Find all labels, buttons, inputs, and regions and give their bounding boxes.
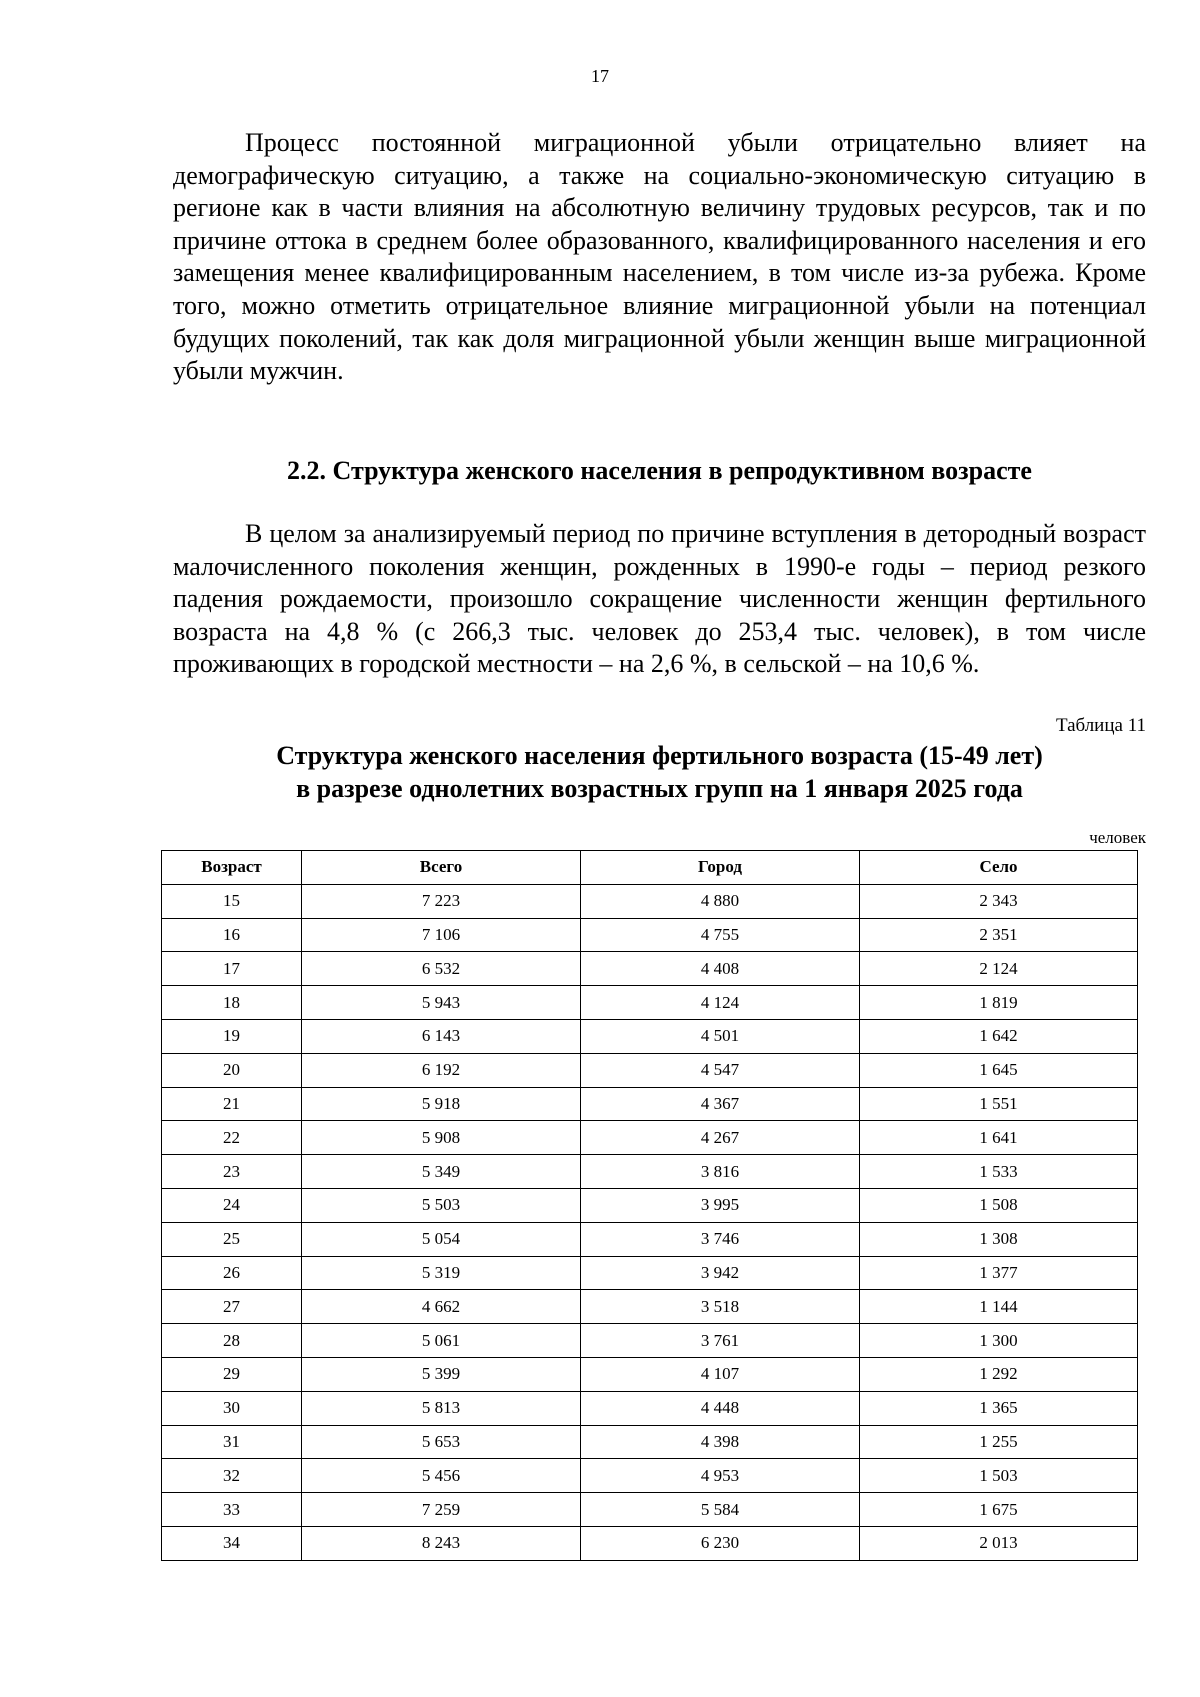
table-row <box>162 1391 1138 1425</box>
table-row <box>162 1526 1138 1560</box>
table-row <box>162 1019 1138 1053</box>
cell-urban: 4 448 <box>581 1391 860 1425</box>
table-title-line-2: в разрезе однолетних возрастных групп на 1 января 2025 года <box>296 774 1023 803</box>
intro-paragraph: Процесс постоянной миграционной убыли отрицательно влияет на демографическую ситуацию, а также на социально-экономическую ситуацию в регионе как в части влияния на абсолютную величину трудовых ресурсов, так и по причине оттока в среднем более образованного, квалифицированного населения и его замещения менее квалифицированным населением, в том числе из-за рубежа. Кроме того, можно отметить отрицательное влияние миграционной убыли на потенциал будущих поколений, так как доля миграционной убыли женщин выше миграционной убыли мужчин. <box>173 128 1146 386</box>
table-row <box>162 1222 1138 1256</box>
header-total: Всего <box>302 851 581 885</box>
cell-total: 4 662 <box>302 1290 581 1324</box>
section-paragraph: В целом за анализируемый период по причине вступления в детородный возраст малочисленного поколения женщин, рожденных в 1990-е годы – период резкого падения рождаемости, произошло сокращение численности женщин фертильного возраста на 4,8 % (с 266,3 тыс. человек до 253,4 тыс. человек), в том числе проживающих в городской местности – на 2,6 %, в сельской – на 10,6 %. <box>173 519 1146 679</box>
cell-rural: 1 300 <box>860 1324 1138 1358</box>
cell-total: 7 259 <box>302 1493 581 1527</box>
table-label: Таблица 11 <box>1055 715 1146 736</box>
header-urban: Город <box>581 851 860 885</box>
cell-age: 17 <box>162 952 302 986</box>
cell-rural: 1 308 <box>860 1222 1138 1256</box>
cell-total: 5 456 <box>302 1459 581 1493</box>
cell-rural: 2 343 <box>860 884 1138 918</box>
cell-age: 31 <box>162 1425 302 1459</box>
cell-total: 5 503 <box>302 1188 581 1222</box>
cell-age: 24 <box>162 1188 302 1222</box>
table-units: человек <box>1089 828 1146 847</box>
cell-rural: 1 645 <box>860 1053 1138 1087</box>
cell-age: 25 <box>162 1222 302 1256</box>
table-row <box>162 1256 1138 1290</box>
cell-rural: 1 551 <box>860 1087 1138 1121</box>
cell-urban: 4 367 <box>581 1087 860 1121</box>
age-structure-table <box>161 850 1138 1561</box>
cell-total: 5 399 <box>302 1357 581 1391</box>
cell-urban: 6 230 <box>581 1526 860 1560</box>
cell-rural: 1 365 <box>860 1391 1138 1425</box>
table-row <box>162 1155 1138 1189</box>
cell-age: 33 <box>162 1493 302 1527</box>
cell-urban: 4 501 <box>581 1019 860 1053</box>
cell-total: 5 349 <box>302 1155 581 1189</box>
section-paragraph-block <box>173 518 1146 681</box>
table-row <box>162 1357 1138 1391</box>
cell-age: 16 <box>162 918 302 952</box>
table-row <box>162 952 1138 986</box>
cell-age: 29 <box>162 1357 302 1391</box>
cell-age: 23 <box>162 1155 302 1189</box>
cell-urban: 4 547 <box>581 1053 860 1087</box>
table-row <box>162 1087 1138 1121</box>
table-row <box>162 1425 1138 1459</box>
cell-urban: 4 267 <box>581 1121 860 1155</box>
table-title-line-1: Структура женского населения фертильного возраста (15-49 лет) <box>276 741 1043 770</box>
table-row <box>162 884 1138 918</box>
cell-age: 18 <box>162 986 302 1020</box>
table-row <box>162 986 1138 1020</box>
cell-rural: 1 377 <box>860 1256 1138 1290</box>
page-number: 17 <box>591 66 609 86</box>
cell-rural: 1 255 <box>860 1425 1138 1459</box>
cell-total: 5 908 <box>302 1121 581 1155</box>
table-title <box>173 739 1146 805</box>
cell-urban: 4 953 <box>581 1459 860 1493</box>
table-body <box>162 884 1138 1560</box>
cell-age: 27 <box>162 1290 302 1324</box>
cell-age: 30 <box>162 1391 302 1425</box>
table-row <box>162 1493 1138 1527</box>
cell-total: 5 813 <box>302 1391 581 1425</box>
cell-urban: 3 761 <box>581 1324 860 1358</box>
cell-total: 5 918 <box>302 1087 581 1121</box>
cell-total: 7 223 <box>302 884 581 918</box>
cell-age: 19 <box>162 1019 302 1053</box>
cell-total: 8 243 <box>302 1526 581 1560</box>
cell-total: 7 106 <box>302 918 581 952</box>
cell-total: 5 653 <box>302 1425 581 1459</box>
cell-rural: 1 675 <box>860 1493 1138 1527</box>
cell-total: 6 532 <box>302 952 581 986</box>
cell-rural: 2 013 <box>860 1526 1138 1560</box>
cell-rural: 1 533 <box>860 1155 1138 1189</box>
cell-urban: 3 995 <box>581 1188 860 1222</box>
cell-urban: 4 124 <box>581 986 860 1020</box>
cell-age: 15 <box>162 884 302 918</box>
cell-urban: 4 107 <box>581 1357 860 1391</box>
cell-urban: 3 816 <box>581 1155 860 1189</box>
cell-rural: 1 508 <box>860 1188 1138 1222</box>
cell-total: 6 143 <box>302 1019 581 1053</box>
cell-age: 21 <box>162 1087 302 1121</box>
section-heading: 2.2. Структура женского населения в репродуктивном возрасте <box>287 456 1032 485</box>
cell-rural: 2 124 <box>860 952 1138 986</box>
cell-urban: 3 518 <box>581 1290 860 1324</box>
cell-urban: 3 942 <box>581 1256 860 1290</box>
table-row <box>162 1459 1138 1493</box>
cell-rural: 1 292 <box>860 1357 1138 1391</box>
cell-age: 22 <box>162 1121 302 1155</box>
cell-total: 5 061 <box>302 1324 581 1358</box>
cell-total: 6 192 <box>302 1053 581 1087</box>
table-row <box>162 1121 1138 1155</box>
header-age: Возраст <box>162 851 302 885</box>
cell-age: 32 <box>162 1459 302 1493</box>
header-rural: Село <box>860 851 1138 885</box>
cell-rural: 1 641 <box>860 1121 1138 1155</box>
cell-rural: 2 351 <box>860 918 1138 952</box>
cell-rural: 1 642 <box>860 1019 1138 1053</box>
cell-urban: 4 408 <box>581 952 860 986</box>
cell-total: 5 054 <box>302 1222 581 1256</box>
cell-rural: 1 819 <box>860 986 1138 1020</box>
cell-urban: 4 880 <box>581 884 860 918</box>
cell-rural: 1 144 <box>860 1290 1138 1324</box>
cell-total: 5 943 <box>302 986 581 1020</box>
table-row <box>162 918 1138 952</box>
table-row <box>162 1290 1138 1324</box>
cell-total: 5 319 <box>302 1256 581 1290</box>
cell-age: 20 <box>162 1053 302 1087</box>
table-row <box>162 1188 1138 1222</box>
table-row <box>162 1324 1138 1358</box>
cell-rural: 1 503 <box>860 1459 1138 1493</box>
cell-urban: 3 746 <box>581 1222 860 1256</box>
cell-urban: 4 755 <box>581 918 860 952</box>
cell-age: 28 <box>162 1324 302 1358</box>
cell-urban: 4 398 <box>581 1425 860 1459</box>
cell-age: 34 <box>162 1526 302 1560</box>
cell-urban: 5 584 <box>581 1493 860 1527</box>
cell-age: 26 <box>162 1256 302 1290</box>
intro-paragraph-block <box>173 127 1146 388</box>
table-header-row <box>162 851 1138 885</box>
table-row <box>162 1053 1138 1087</box>
